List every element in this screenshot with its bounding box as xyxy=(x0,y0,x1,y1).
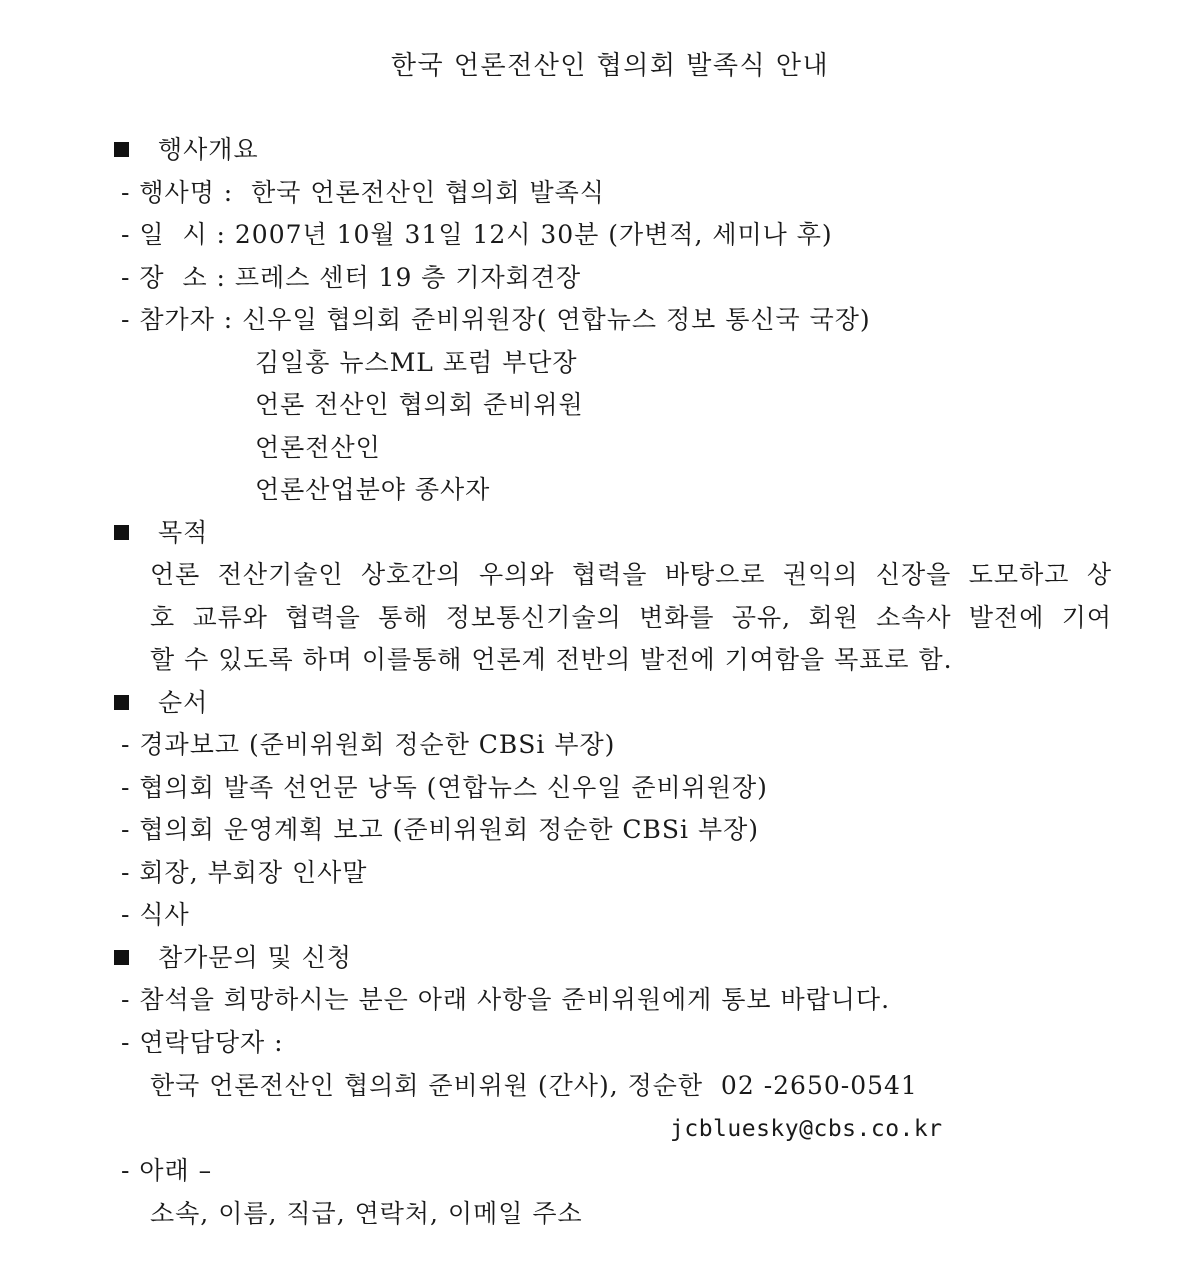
participants-row: - 참가자 : 신우일 협의회 준비위원장( 연합뉴스 정보 통신국 국장) xyxy=(121,305,871,334)
order-item: - 경과보고 (준비위원회 정순한 CBSi 부장) xyxy=(121,730,616,759)
square-bullet-icon xyxy=(114,695,129,710)
document-title: 한국 언론전산인 협의회 발족식 안내 xyxy=(390,51,830,81)
order-item: - 회장, 부회장 인사말 xyxy=(121,858,368,887)
contact-email: jcbluesky@cbs.co.kr xyxy=(670,1116,943,1142)
purpose-text-line: 호 교류와 협력을 통해 정보통신기술의 변화를 공유, 회원 소속사 발전에 기여 xyxy=(150,603,1112,632)
square-bullet-icon xyxy=(114,950,129,965)
order-item: - 협의회 운영계획 보고 (준비위원회 정순한 CBSi 부장) xyxy=(121,815,760,844)
section-heading-overview: 행사개요 xyxy=(158,135,259,164)
order-item: - 협의회 발족 선언문 낭독 (연합뉴스 신우일 준비위원장) xyxy=(121,773,768,802)
required-fields: 소속, 이름, 직급, 연락처, 이메일 주소 xyxy=(150,1199,583,1228)
participant-line: 언론 전산인 협의회 준비위원 xyxy=(255,390,584,419)
section-heading-inquiry: 참가문의 및 신청 xyxy=(158,943,352,972)
square-bullet-icon xyxy=(114,142,129,157)
event-place-row: - 장 소 : 프레스 센터 19 층 기자회견장 xyxy=(121,263,582,292)
participant-line: 언론산업분야 종사자 xyxy=(255,475,491,504)
order-item: - 식사 xyxy=(121,900,190,929)
purpose-text-line: 언론 전산기술인 상호간의 우의와 협력을 바탕으로 권익의 신장을 도모하고 상 xyxy=(150,560,1112,589)
participant-line: 김일홍 뉴스ML 포럼 부단장 xyxy=(255,348,578,377)
event-name-row: - 행사명 : 한국 언론전산인 협의회 발족식 xyxy=(121,178,605,207)
below-label: - 아래 – xyxy=(121,1156,213,1185)
square-bullet-icon xyxy=(114,525,129,540)
participant-line: 언론전산인 xyxy=(255,433,381,462)
event-datetime-row: - 일 시 : 2007년 10월 31일 12시 30분 (가변적, 세미나 후) xyxy=(121,220,833,249)
contact-label: - 연락담당자 : xyxy=(121,1028,284,1057)
contact-person: 한국 언론전산인 협의회 준비위원 (간사), 정순한 02 -2650-0541 xyxy=(150,1071,918,1100)
inquiry-notice: - 참석을 희망하시는 분은 아래 사항을 준비위원에게 통보 바랍니다. xyxy=(121,985,891,1014)
purpose-text-line: 할 수 있도록 하며 이를통해 언론계 전반의 발전에 기여함을 목표로 함. xyxy=(150,645,953,674)
section-heading-order: 순서 xyxy=(158,688,209,717)
section-heading-purpose: 목적 xyxy=(158,518,209,547)
